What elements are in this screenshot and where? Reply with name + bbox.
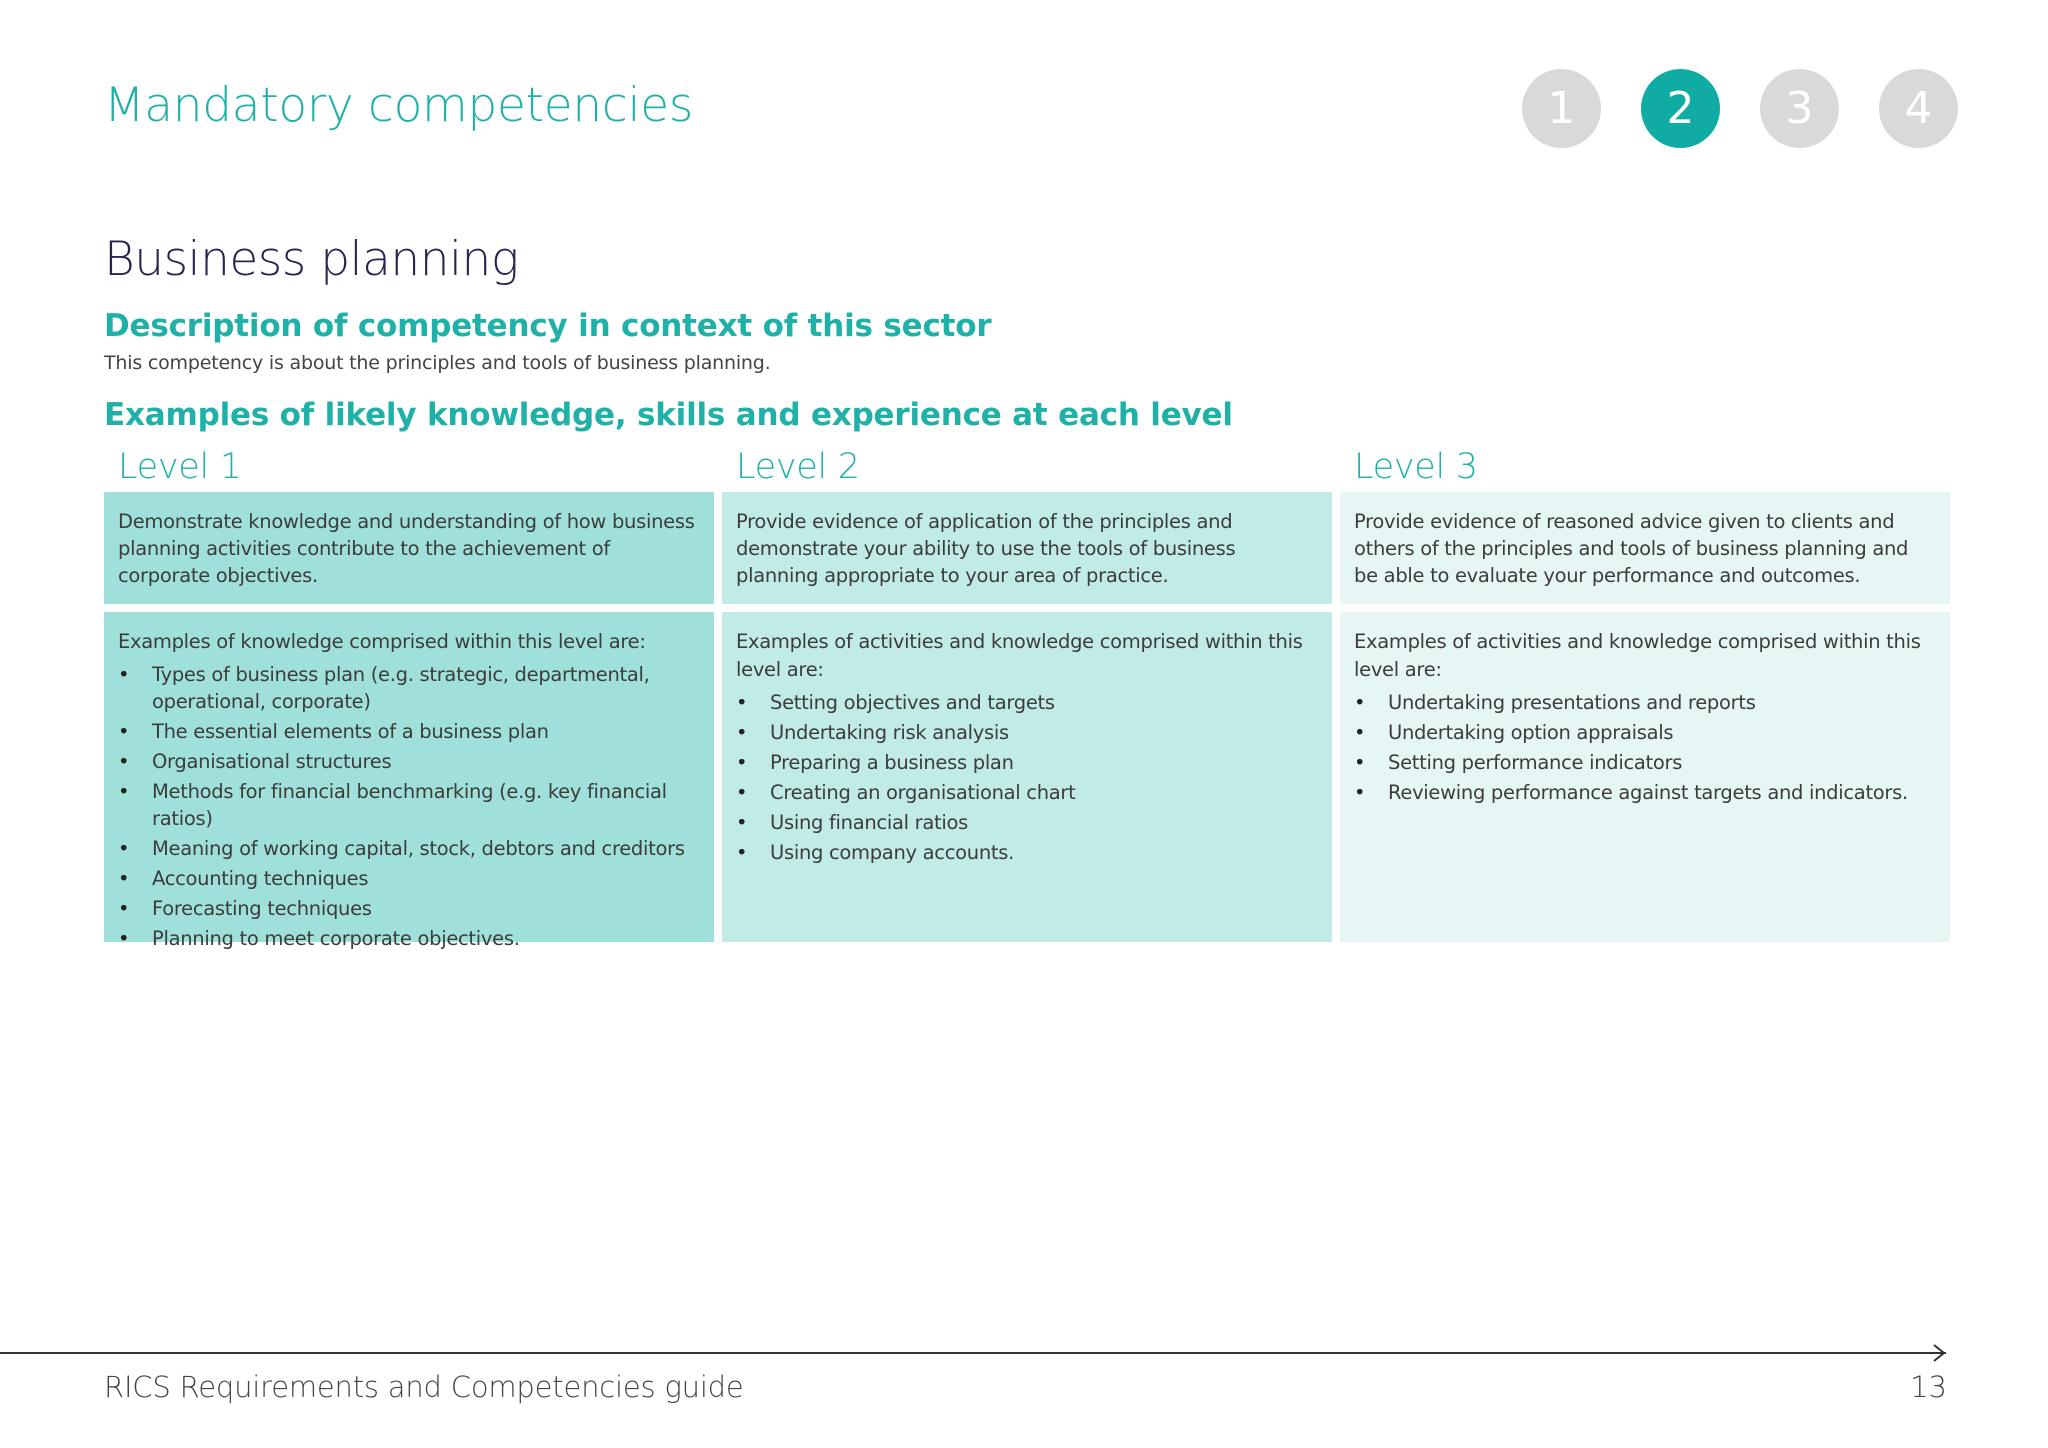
examples-heading: Examples of likely knowledge, skills and experience at each level xyxy=(104,397,1233,433)
footer-title: RICS Requirements and Competencies guide xyxy=(104,1370,744,1404)
list-item: • Types of business plan (e.g. strategic, departmental, operational, corporate) xyxy=(118,661,700,715)
list-item: • Organisational structures xyxy=(118,748,700,775)
step-1-button[interactable]: 1 xyxy=(1522,69,1601,148)
list-item: • Accounting techniques xyxy=(118,865,700,892)
step-4-button[interactable]: 4 xyxy=(1879,69,1958,148)
level-3-column xyxy=(1340,442,1950,942)
level-title: Level 3 xyxy=(1354,447,1478,487)
examples-list xyxy=(1354,689,1936,806)
list-item: • Meaning of working capital, stock, debtors and creditors xyxy=(118,835,700,862)
competency-title: Business planning xyxy=(104,232,519,287)
level-examples xyxy=(1340,612,1950,942)
step-2-button[interactable]: 2 xyxy=(1641,69,1720,148)
description-heading: Description of competency in context of this sector xyxy=(104,308,992,344)
examples-intro: Examples of activities and knowledge comprised within this level are: xyxy=(736,630,1303,681)
footer-divider xyxy=(0,1352,1946,1354)
list-item: • Methods for financial benchmarking (e.g. key financial ratios) xyxy=(118,778,700,832)
list-item: • Undertaking presentations and reports xyxy=(1354,689,1936,716)
examples-list xyxy=(118,661,700,952)
description-text: This competency is about the principles and tools of business planning. xyxy=(104,352,771,374)
step-3-button[interactable]: 3 xyxy=(1760,69,1839,148)
list-item: • Using financial ratios xyxy=(736,809,1318,836)
list-item: • Reviewing performance against targets and indicators. xyxy=(1354,779,1936,806)
level-description: Provide evidence of reasoned advice given to clients and others of the principles and tools of business planning and be able to evaluate your performance and outcomes. xyxy=(1340,492,1950,604)
list-item: • Using company accounts. xyxy=(736,839,1318,866)
section-title: Mandatory competencies xyxy=(104,78,694,133)
list-item: • The essential elements of a business plan xyxy=(118,718,700,745)
level-title: Level 2 xyxy=(736,447,860,487)
examples-intro: Examples of knowledge comprised within this level are: xyxy=(118,630,646,653)
level-description: Provide evidence of application of the principles and demonstrate your ability to use the tools of business planning appropriate to your area of practice. xyxy=(722,492,1332,604)
level-2-column xyxy=(722,442,1332,942)
level-examples xyxy=(104,612,714,950)
list-item: • Setting performance indicators xyxy=(1354,749,1936,776)
list-item: • Forecasting techniques xyxy=(118,895,700,922)
list-item: • Preparing a business plan xyxy=(736,749,1318,776)
level-1-column xyxy=(104,442,714,950)
examples-intro: Examples of activities and knowledge comprised within this level are: xyxy=(1354,630,1921,681)
level-description: Demonstrate knowledge and understanding of how business planning activities contribute to the achievement of corporate objectives. xyxy=(104,492,714,604)
list-item: • Setting objectives and targets xyxy=(736,689,1318,716)
step-navigation xyxy=(1522,69,1958,148)
list-item: • Planning to meet corporate objectives. xyxy=(118,925,700,952)
levels-table xyxy=(104,442,1950,950)
list-item: • Undertaking option appraisals xyxy=(1354,719,1936,746)
examples-list xyxy=(736,689,1318,866)
list-item: • Creating an organisational chart xyxy=(736,779,1318,806)
level-title: Level 1 xyxy=(118,447,242,487)
arrow-right-icon[interactable] xyxy=(1928,1343,1948,1363)
page-number: 13 xyxy=(1910,1370,1947,1404)
list-item: • Undertaking risk analysis xyxy=(736,719,1318,746)
level-examples xyxy=(722,612,1332,942)
